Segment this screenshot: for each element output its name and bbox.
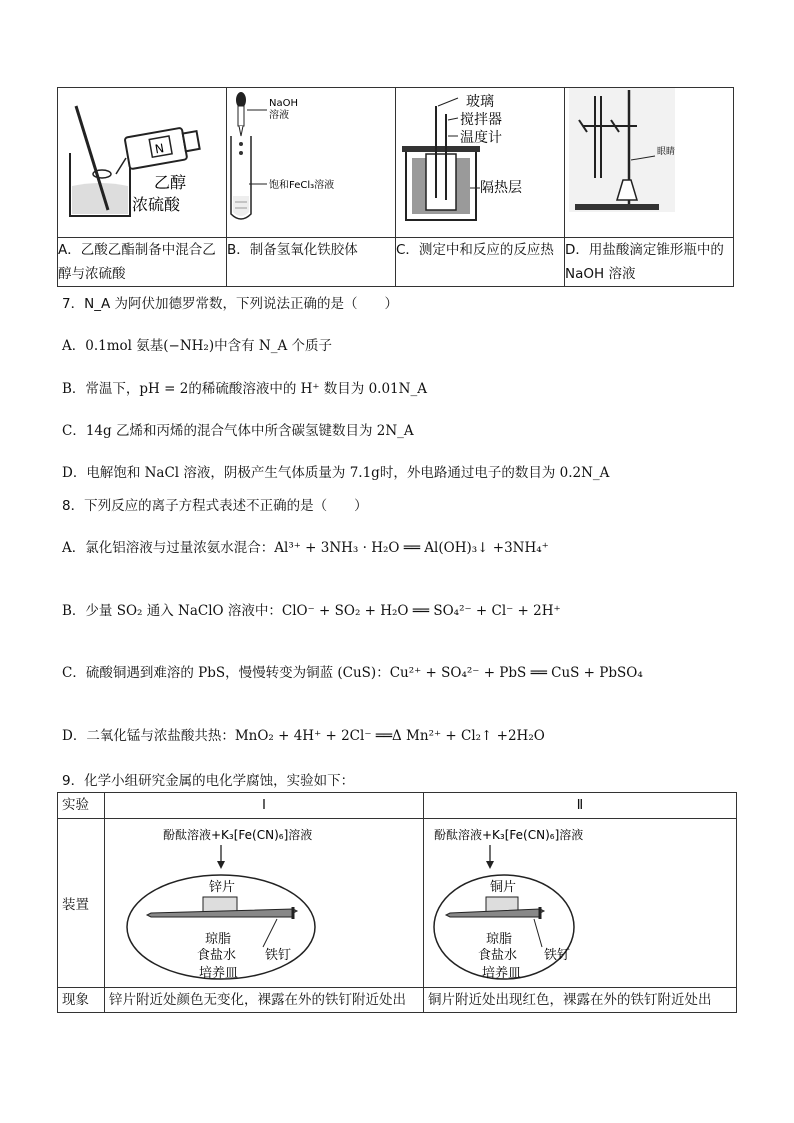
svg-text:N: N bbox=[153, 141, 166, 157]
q8-option-b[interactable]: B．少量 SO₂ 通入 NaClO 溶液中：ClO⁻ + SO₂ + H₂O ══ SO₄²⁻ + Cl⁻ + 2H⁺ bbox=[62, 603, 561, 619]
setup-2 bbox=[424, 819, 737, 988]
label-naoh: NaOH bbox=[269, 98, 298, 109]
calorimeter-icon bbox=[396, 88, 564, 233]
q8-stem: 8．下列反应的离子方程式表述不正确的是（ ） bbox=[62, 498, 368, 514]
q6-figure-d bbox=[565, 88, 734, 238]
label-glass: 玻璃 bbox=[466, 94, 494, 110]
label-ethanol: 乙醇 bbox=[154, 173, 187, 192]
q7-option-a[interactable]: A．0.1mol 氨基(−NH₂)中含有 N_A 个质子 bbox=[62, 338, 332, 354]
label-eye: 眼睛 bbox=[657, 147, 676, 157]
metal-label-2: 铜片 bbox=[490, 880, 517, 895]
q6-figure-a bbox=[58, 88, 227, 238]
reagent-label-2: 酚酞溶液+K₃[Fe(CN)₆]溶液 bbox=[434, 828, 584, 842]
row-label-phenomenon: 现象 bbox=[58, 988, 105, 1013]
q8-option-a[interactable]: A．氯化铝溶液与过量浓氨水混合：Al³⁺ + 3NH₃ · H₂O ══ Al(OH)₃↓ +3NH₄⁺ bbox=[62, 540, 549, 556]
q7-option-c[interactable]: C．14g 乙烯和丙烯的混合气体中所含碳氢键数目为 2N_A bbox=[62, 423, 414, 439]
q6-figure-c bbox=[396, 88, 565, 238]
header-exp-2: Ⅱ bbox=[424, 793, 737, 819]
q8-option-c[interactable]: C．硫酸铜遇到难溶的 PbS，慢慢转变为铜蓝 (CuS)：Cu²⁺ + SO₄²⁻ + PbS ══ CuS + PbSO₄ bbox=[62, 665, 643, 681]
label-solution: 溶液 bbox=[269, 110, 289, 121]
q6-option-a[interactable]: A．乙酸乙酯制备中混合乙醇与浓硫酸 bbox=[58, 238, 227, 287]
nail-label-2: 铁钉 bbox=[544, 948, 571, 963]
q8-option-d[interactable]: D．二氧化锰与浓盐酸共热：MnO₂ + 4H⁺ + 2Cl⁻ ══Δ Mn²⁺ + Cl₂↑ +2H₂O bbox=[62, 728, 545, 744]
saltwater-label-1: 食盐水 bbox=[197, 948, 237, 963]
phenomenon-1: 锌片附近处颜色无变化，裸露在外的铁钉附近处出 bbox=[105, 988, 424, 1013]
q6-option-c[interactable]: C．测定中和反应的反应热 bbox=[396, 238, 565, 287]
q6-figure-b bbox=[227, 88, 396, 238]
metal-label-1: 锌片 bbox=[209, 880, 236, 895]
header-experiment: 实验 bbox=[58, 793, 105, 819]
petri-dish-copper-icon bbox=[424, 819, 736, 983]
row-label-setup: 装置 bbox=[58, 819, 105, 988]
q9-experiment-table bbox=[57, 792, 737, 1013]
q6-option-b[interactable]: B．制备氢氧化铁胶体 bbox=[227, 238, 396, 287]
petri-dish-zinc-icon bbox=[105, 819, 423, 983]
apparatus-mixing-icon bbox=[58, 88, 226, 233]
agar-label-2: 琼脂 bbox=[486, 932, 513, 947]
q6-options-table bbox=[57, 87, 734, 287]
label-fecl3: 饱和FeCl₃溶液 bbox=[269, 180, 335, 191]
q7-option-b[interactable]: B．常温下，pH = 2的稀硫酸溶液中的 H⁺ 数目为 0.01N_A bbox=[62, 381, 427, 397]
agar-label-1: 琼脂 bbox=[205, 932, 232, 947]
q7-option-d[interactable]: D．电解饱和 NaCl 溶液，阴极产生气体质量为 7.1g时，外电路通过电子的数目为 0.2N_A bbox=[62, 465, 610, 481]
nail-label-1: 铁钉 bbox=[265, 948, 292, 963]
label-insulation: 隔热层 bbox=[480, 180, 522, 196]
phenomenon-2: 铜片附近处出现红色，裸露在外的铁钉附近处出 bbox=[424, 988, 737, 1013]
header-exp-1: Ⅰ bbox=[105, 793, 424, 819]
test-tube-icon bbox=[227, 88, 395, 233]
dish-label-1: 培养皿 bbox=[199, 966, 239, 981]
q7-stem: 7．N_A 为阿伏加德罗常数，下列说法正确的是（ ） bbox=[62, 296, 398, 312]
setup-1 bbox=[105, 819, 424, 988]
dish-label-2: 培养皿 bbox=[482, 966, 522, 981]
saltwater-label-2: 食盐水 bbox=[478, 948, 518, 963]
q6-option-d[interactable]: D．用盐酸滴定锥形瓶中的NaOH 溶液 bbox=[565, 238, 734, 287]
label-thermometer: 温度计 bbox=[460, 130, 502, 146]
label-conc-sulfuric-acid: 浓硫酸 bbox=[132, 195, 181, 214]
q9-stem: 9．化学小组研究金属的电化学腐蚀，实验如下： bbox=[62, 773, 355, 789]
reagent-label-1: 酚酞溶液+K₃[Fe(CN)₆]溶液 bbox=[163, 828, 313, 842]
titration-stand-icon bbox=[565, 88, 733, 233]
label-stirrer: 搅拌器 bbox=[460, 112, 502, 128]
